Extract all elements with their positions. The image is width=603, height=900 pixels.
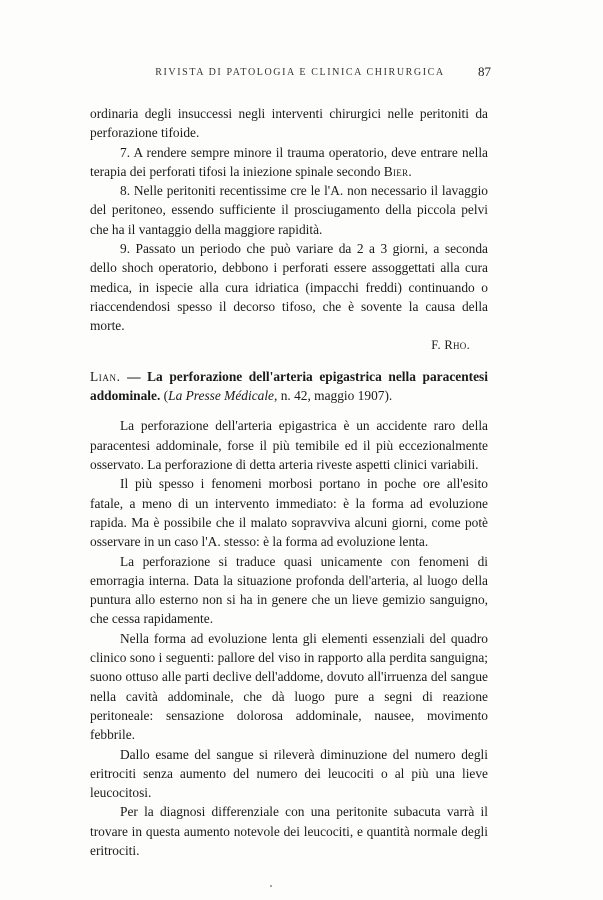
page-number: 87 <box>478 64 491 79</box>
running-head: RIVISTA DI PATOLOGIA E CLINICA CHIRURGICA <box>155 67 445 78</box>
article-author: Lian. <box>90 368 121 384</box>
article-paragraph: La perforazione si traduce quasi unicamente con fenomeni di emorragia interna. Data la situazione profonda dell'arteria, al luogo della puntura allo esterno non si ha in genere che un lieve gemizio sanguigno, che cessa rapidamente. <box>90 553 488 627</box>
article-title: La perforazione dell'arteria epigastrica nella paracentesi addominale. <box>90 368 488 404</box>
source-journal: La Presse Médicale <box>168 388 274 404</box>
source-open: ( <box>160 388 169 404</box>
article-paragraph: Per la diagnosi differenziale con una peritonite subacuta varrà il trovare in questa aumento notevole dei leucociti, e quantità normale degli eritrociti. <box>90 804 488 858</box>
conclusion-point-7 <box>90 143 488 182</box>
article-paragraph: Il più spesso i fenomeni morbosi portano in poche ore all'esito fatale, a meno di un intervento immediato: è la forma ad evoluzione rapida. Ma è possibile che il malato sopravviva alcuni giorni, come potè osservare in un caso l'A. stesso: è la forma ad evoluzione lenta. <box>90 476 488 550</box>
article-heading <box>90 367 488 406</box>
conclusion-point-8: 8. Nelle peritoniti recentissime cre le l'A. non necessario il lavaggio del peritoneo, essendo sufficiente il prosciugamento della piccola pelvi che ha il vantaggio della maggiore rapidità. <box>90 183 488 237</box>
reviewer-signature: F. Rho. <box>431 337 470 352</box>
conclusion-point-9: 9. Passato un periodo che può variare da 2 a 3 giorni, a seconda dello shoch operatorio, debbono i perforati essere assoggettati alla cura medica, in ispecie alla cura idriatica (impacchi freddi) continuando o riaccendendosi spesso il decorso tifoso, che è sovente la causa della morte. <box>90 241 488 334</box>
article-paragraph: Nella forma ad evoluzione lenta gli elementi essenziali del quadro clinico sono i seguenti: pallore del viso in rapporto alla perdita sanguigna; suono ottuso alle parti declive dell'addome, dovuto all'irruenza del sangue nella cavità addominale, che dà luogo pure a segni di reazione peritoneale: sensazione dolorosa addominale, nausee, movimento febbrile. <box>90 630 488 743</box>
point-7-text: 7. A rendere sempre minore il trauma operatorio, deve entrare nella terapia dei perforati tifosi la iniezione spinale secondo <box>90 144 488 179</box>
article-paragraph: La perforazione dell'arteria epigastrica è un accidente raro della paracentesi addominale, forse il più temibile ed il più eccezionalmente osservato. La perforazione di detta arteria riveste aspetti clinici variabili. <box>90 418 488 473</box>
point-7-name: Bier <box>383 163 409 179</box>
point-7-end: . <box>408 163 412 179</box>
heading-dash: — <box>120 368 148 384</box>
scan-speck <box>270 885 272 887</box>
body-text <box>90 104 488 860</box>
source-details: , n. 42, maggio 1907). <box>274 388 393 404</box>
article-paragraph: Dallo esame del sangue si rileverà diminuzione del numero degli eritrociti senza aumento del numero dei leucociti o al più una lieve leucocitosi. <box>90 746 488 801</box>
continuation-paragraph: ordinaria degli insuccessi negli interventi chirurgici nelle peritoniti da perforazione tifoide. <box>90 106 488 141</box>
